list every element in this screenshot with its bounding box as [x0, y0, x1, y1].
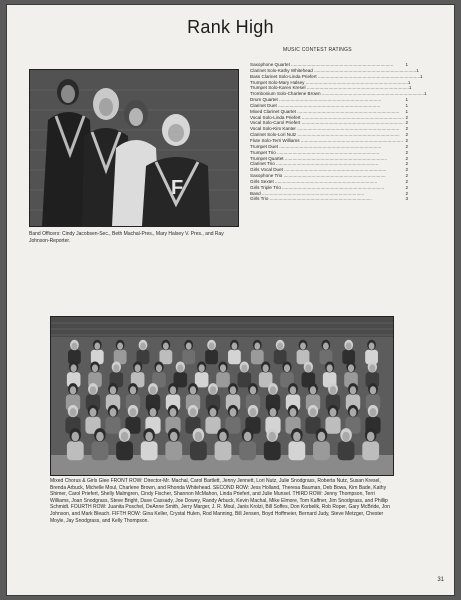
chorus-member-face	[254, 343, 260, 350]
chorus-member-face	[96, 432, 104, 442]
chorus-member-face	[72, 343, 78, 350]
chorus-member-face	[209, 343, 215, 350]
band-officers-photo	[29, 69, 239, 227]
chorus-member-face	[263, 364, 269, 372]
rating-score: 2	[405, 114, 408, 120]
chorus-member-face	[186, 343, 192, 350]
rating-event: Vocal Solo-Kim Kanter ................................................................................	[250, 126, 400, 132]
chorus-member-face	[130, 408, 137, 417]
chorus-member-face	[342, 432, 350, 442]
chorus-member-body	[205, 350, 218, 364]
rating-score: 2	[405, 143, 408, 149]
chorus-member-face	[72, 432, 80, 442]
rating-event: Trombonium Solo-Charlene Brown ................................................................................	[250, 91, 424, 97]
chorus-member-face	[270, 408, 277, 417]
rating-event: Mixed Clarinet Quartet ................................................................................	[250, 108, 400, 114]
chorus-member-face	[210, 408, 217, 417]
chorus-member-body	[325, 417, 340, 434]
chorus-member-face	[145, 432, 153, 442]
rating-score: 2	[405, 167, 408, 173]
chorus-member-face	[140, 343, 146, 350]
rating-score: 2	[405, 178, 408, 184]
chorus-member-face	[150, 386, 156, 394]
rating-score: 2	[405, 184, 408, 190]
chorus-member-body	[116, 441, 133, 460]
rating-event: Vocal Solo-Carol Priefert ................................................................................	[250, 120, 404, 126]
chorus-member-face	[250, 386, 256, 394]
ratings-heading: MUSIC CONTEST RATINGS	[283, 47, 352, 53]
chorus-member-face	[90, 386, 96, 394]
chorus-member-face	[250, 408, 257, 417]
chorus-member-face	[323, 343, 329, 350]
rating-row	[250, 196, 408, 202]
chorus-member-face	[310, 408, 317, 417]
chorus-member-face	[369, 364, 375, 372]
chorus-member-face	[170, 432, 178, 442]
chorus-member-face	[71, 364, 77, 372]
rating-score: 2	[405, 120, 408, 126]
chorus-member-body	[274, 350, 287, 364]
chorus-member-face	[150, 408, 157, 417]
chorus-member-face	[113, 364, 119, 372]
chorus-member-face	[350, 386, 356, 394]
rating-score: 2	[405, 137, 408, 143]
chorus-member-face	[367, 432, 375, 442]
rating-score: 1	[405, 62, 408, 67]
chorus-member-body	[342, 350, 355, 364]
rating-event: Vocal Solo-Linda Priefert ................................................................................	[250, 114, 404, 120]
rating-score: 2	[405, 161, 408, 167]
yearbook-page	[6, 4, 455, 596]
chorus-member-face	[110, 408, 117, 417]
chorus-member-face	[219, 432, 227, 442]
chorus-member-face	[290, 408, 297, 417]
rating-event: Saxophone Trio ................................................................................	[250, 173, 386, 179]
chorus-member-body	[216, 372, 230, 387]
chorus-member-face	[370, 408, 377, 417]
rating-score: 1	[405, 102, 408, 108]
chorus-caption: Mixed Chorus & Girls Glee FRONT ROW: Director-Mr. Machal, Carol Bartlett, Jenny Jennett, Lori Nutz, Julie Snodgrass, Roberta Nutz, Susan Kresel, Brenda Arbuck, Michelle Moul, Charlene Brown, and Rhonda Whitehead. SECOND ROW: Jess Holland, Theresa Bauman, Deb Bowa, Kim Bade, Kathy Shimer, Carol Priefert, Shelly Malmgren, Cindy Fischer, Shannon McMahon, Linda Priefert, and Julie Munsel. THIRD ROW: Jenny Thompson, Terri Williams, Joan Snodgrass, Steve Bright, Dave Cassady, Joe Dowey, Randy Arbuck, Kevin Machal, Mike Elmore, Tom Kaffner, Jim Snodgrass, and Phillip Schmidt. FOURTH ROW: Juanita Poschel, DeAnne Smith, Jerry Marger, J. R. Moul, Janis Krolzi, Bill Soffes, Don Korbelik, Rob Roper, Gary McBride, Jon Johnson, and Mark Bleach. FIFTH ROW: Gina Keller, Crystal Hulen, Rod Manning, Bill Jensen, Boyd Hoffmeier, Bernard Judy, Steve Metzger, Chester Moyle, Jay Snodgrass, and Kelly Thompson.	[50, 478, 390, 524]
chorus-member-body	[105, 417, 120, 434]
chorus-member-face	[230, 408, 237, 417]
chorus-member-body	[67, 441, 84, 460]
chorus-group-photo	[50, 316, 394, 476]
chorus-member-face	[330, 386, 336, 394]
chorus-member-face	[244, 432, 252, 442]
chorus-member-face	[300, 343, 306, 350]
rating-event: Girls Trio ................................................................................	[250, 196, 372, 202]
rating-score: 1	[405, 97, 408, 103]
page-number: 31	[437, 577, 444, 583]
chorus-member-face	[163, 343, 169, 350]
rating-event: Clarinet Trio ................................................................................	[250, 161, 379, 167]
chorus-member-body	[362, 441, 379, 460]
chorus-member-body	[91, 350, 104, 364]
chorus-member-face	[318, 432, 326, 442]
rating-score: 1	[420, 73, 423, 79]
rating-event: Flute Solo-Terri Williams ................................................................................	[250, 137, 403, 143]
rating-score: 1	[407, 79, 411, 85]
rating-score: 2	[405, 190, 408, 196]
chorus-member-body	[165, 441, 182, 460]
chorus-member-face	[350, 408, 357, 417]
chorus-member-face	[284, 364, 290, 372]
chorus-member-face	[177, 364, 183, 372]
chorus-member-face	[220, 364, 226, 372]
chorus-member-body	[239, 441, 256, 460]
chorus-member-face	[94, 343, 100, 350]
chorus-member-face	[117, 343, 123, 350]
chorus-member-body	[288, 441, 305, 460]
chorus-member-face	[90, 408, 97, 417]
rating-event: Saxophone Quartet ................................................................................	[250, 62, 394, 67]
rating-score: 3	[405, 196, 408, 202]
chorus-member-face	[130, 386, 136, 394]
chorus-member-face	[348, 364, 354, 372]
chorus-member-face	[293, 432, 301, 442]
band-officers-caption: Band Officers: Cindy Jacobsen-Sec., Beth Machal-Pres., Mary Halsey V. Pres., and Ray Johnson-Reporter.	[29, 231, 224, 244]
chorus-member-body	[190, 441, 207, 460]
rating-event: Clarinet Solo-Lori Nutz ................................................................................	[250, 132, 400, 138]
chorus-member-face	[190, 408, 197, 417]
rating-score: 1	[416, 67, 419, 73]
rating-event: Trumpet Solo-Karen Kresel ................................................................................	[250, 85, 409, 91]
chorus-member-face	[110, 386, 116, 394]
rating-score: 2	[405, 155, 408, 161]
chorus-member-body	[215, 441, 232, 460]
chorus-member-face	[70, 386, 76, 394]
chorus-member-face	[210, 386, 216, 394]
chorus-member-body	[251, 350, 264, 364]
rating-event: Girls Vocal Duet ................................................................................	[250, 167, 387, 173]
chorus-member-face	[121, 432, 129, 442]
chorus-member-face	[277, 343, 283, 350]
chorus-member-face	[232, 343, 238, 350]
rating-score: 2	[405, 126, 408, 132]
rating-score: 2	[405, 173, 408, 179]
chorus-member-body	[228, 350, 241, 364]
chorus-member-body	[159, 350, 172, 364]
chorus-member-face	[370, 386, 376, 394]
chorus-member-body	[313, 441, 330, 460]
rating-event: Trumpet Quartet ................................................................................	[250, 155, 387, 161]
chorus-member-face	[135, 364, 141, 372]
uniform-letter: F	[171, 177, 184, 199]
rating-event: Clarinet Solo-Kathy Whitehead ................................................................................	[250, 67, 417, 73]
chorus-member-face	[270, 386, 276, 394]
band-officers-photo-art	[30, 70, 238, 226]
rating-event: Band ................................................................................	[250, 190, 365, 196]
rating-score: 1	[405, 108, 408, 114]
rating-score: 1	[423, 91, 427, 97]
chorus-member-body	[264, 441, 281, 460]
rating-event: Girls Sextet ................................................................................	[250, 178, 378, 184]
rating-score: 2	[405, 132, 408, 138]
chorus-member-body	[92, 441, 109, 460]
ratings-list	[250, 62, 427, 202]
chorus-member-face	[346, 343, 352, 350]
chorus-member-body	[238, 372, 252, 387]
chorus-member-body	[338, 441, 355, 460]
chorus-member-face	[92, 364, 98, 372]
rating-event: Trumpet Duet ................................................................................	[250, 143, 382, 149]
chorus-member-face	[199, 364, 205, 372]
chorus-member-face	[327, 364, 333, 372]
chorus-group-photo-art	[51, 317, 393, 475]
chorus-member-face	[310, 386, 316, 394]
rating-event: Trumpet Trio ................................................................................	[250, 149, 380, 155]
chorus-member-face	[190, 386, 196, 394]
rating-event: Girls Triple Trio ................................................................................	[250, 184, 385, 190]
chorus-member-face	[170, 408, 177, 417]
chorus-member-face	[170, 386, 176, 394]
rating-event: Bass Clarinet Solo-Linda Priefert ................................................................................	[250, 73, 421, 79]
rating-event: Clarinet Duet ................................................................................	[250, 102, 381, 108]
chorus-member-body	[195, 372, 209, 387]
chorus-member-face	[268, 432, 276, 442]
chorus-member-face	[330, 408, 337, 417]
rating-score: 2	[405, 149, 408, 155]
chorus-member-face	[241, 364, 247, 372]
chorus-member-face	[290, 386, 296, 394]
chorus-member-body	[141, 441, 158, 460]
chorus-member-face	[156, 364, 162, 372]
chorus-member-face	[230, 386, 236, 394]
chorus-member-face	[369, 343, 375, 350]
chorus-member-face	[70, 408, 77, 417]
rating-event: Trumpet Solo-Mary Halsey ................................................................................	[250, 79, 408, 85]
chorus-member-body	[182, 350, 195, 364]
rating-score: 1	[408, 85, 412, 91]
page-title: Rank High	[187, 17, 274, 37]
rating-event: Drum Quartet ................................................................................	[250, 97, 382, 103]
chorus-member-face	[195, 432, 203, 442]
chorus-member-face	[305, 364, 311, 372]
